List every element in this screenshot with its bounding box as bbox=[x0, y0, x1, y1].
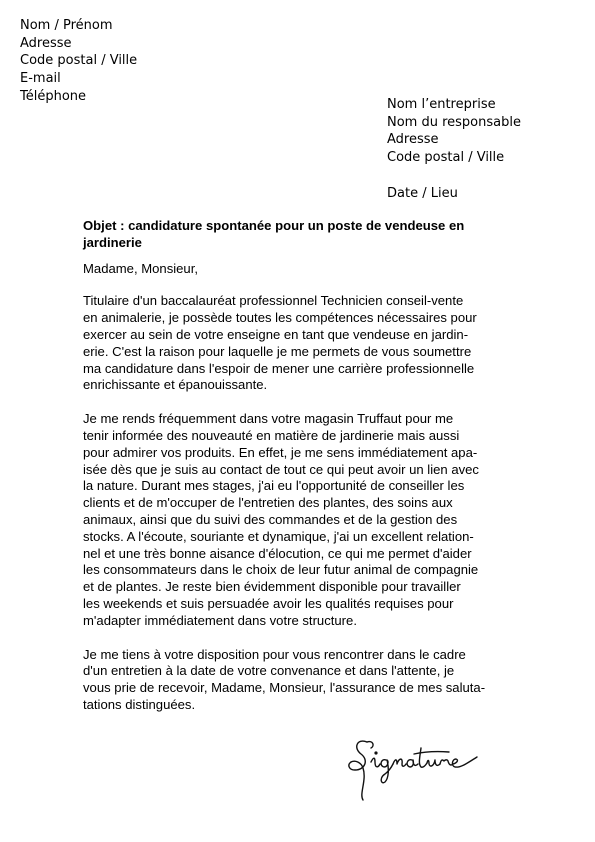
paragraph-line: erie. C'est la raison pour laquelle je me permets de vous soumettre bbox=[83, 343, 472, 359]
recipient-address: Adresse bbox=[387, 132, 439, 148]
paragraph-line: d'un entretien à la date de votre convenance et dans l'attente, je bbox=[83, 663, 455, 679]
paragraph-line: et de plantes. Je reste bien évidemment disponible pour travailler bbox=[83, 579, 461, 595]
paragraph-line: les consommateurs dans le choix de leur futur animal de compagnie bbox=[83, 562, 479, 578]
handwritten-signature bbox=[345, 730, 495, 802]
recipient-company: Nom l’entreprise bbox=[387, 97, 496, 112]
paragraph-line: enrichissante et épanouissante. bbox=[83, 377, 268, 393]
subject-line bbox=[83, 218, 511, 252]
paragraph-closing bbox=[83, 647, 511, 714]
paragraph-line: tations distinguées. bbox=[83, 696, 196, 712]
paragraph-line: isée dès que je suis au contact de tout ce qui peut avoir un lien avec bbox=[83, 461, 479, 477]
subject-line-1: Objet : candidature spontanée pour un poste de vendeuse en bbox=[83, 218, 465, 233]
recipient-manager: Nom du responsable bbox=[387, 114, 521, 130]
paragraph-line: les weekends et suis persuadée avoir les qualités requises pour bbox=[83, 595, 454, 611]
sender-phone: Téléphone bbox=[20, 88, 87, 104]
paragraph-line: en animalerie, je possède toutes les compétences nécessaires pour bbox=[83, 310, 477, 326]
paragraph-line: clients et de m'occuper de l'entretien des plantes, des soins aux bbox=[83, 495, 453, 511]
recipient-block bbox=[387, 96, 521, 167]
sender-postal-city: Code postal / Ville bbox=[20, 53, 138, 69]
sender-email: E-mail bbox=[20, 71, 61, 87]
letter-body bbox=[83, 218, 511, 731]
paragraph-line: tenir informée des nouveauté en matière de jardinerie mais aussi bbox=[83, 427, 460, 443]
paragraph-line: pour admirer vos produits. En effet, je me sens immédiatement apa- bbox=[83, 444, 478, 460]
paragraph-line: exercer au sein de votre enseigne en tant que vendeuse en jardin- bbox=[83, 326, 469, 342]
paragraph-line: stocks. A l'écoute, souriante et dynamique, j'ai un excellent relation- bbox=[83, 528, 474, 544]
paragraph-line: vous prie de recevoir, Madame, Monsieur, l'assurance de mes saluta- bbox=[83, 680, 486, 696]
sender-block bbox=[20, 17, 137, 106]
sender-address: Adresse bbox=[20, 35, 72, 51]
paragraph-motivation bbox=[83, 411, 511, 629]
date-place: Date / Lieu bbox=[387, 186, 458, 201]
sender-name: Nom / Prénom bbox=[20, 18, 113, 33]
paragraph-line: ma candidature dans l'espoir de mener une carrière professionnelle bbox=[83, 360, 475, 376]
paragraph-line: Je me rends fréquemment dans votre magasin Truffaut pour me bbox=[83, 411, 454, 427]
paragraph-intro bbox=[83, 293, 511, 394]
subject-line-2: jardinerie bbox=[83, 234, 142, 250]
salutation: Madame, Monsieur, bbox=[83, 260, 198, 276]
recipient-postal-city: Code postal / Ville bbox=[387, 150, 505, 166]
paragraph-line: la nature. Durant mes stages, j'ai eu l'opportunité de conseiller les bbox=[83, 478, 465, 494]
paragraph-line: animaux, ainsi que du suivi des commandes et de la gestion des bbox=[83, 511, 458, 527]
paragraph-line: Titulaire d'un baccalauréat professionnel Technicien conseil-vente bbox=[83, 293, 464, 309]
paragraph-line: nel et une très bonne aisance d'élocution, ce qui me permet d'aider bbox=[83, 545, 472, 561]
paragraph-line: m'adapter immédiatement dans votre structure. bbox=[83, 612, 357, 628]
paragraph-line: Je me tiens à votre disposition pour vous rencontrer dans le cadre bbox=[83, 646, 466, 662]
